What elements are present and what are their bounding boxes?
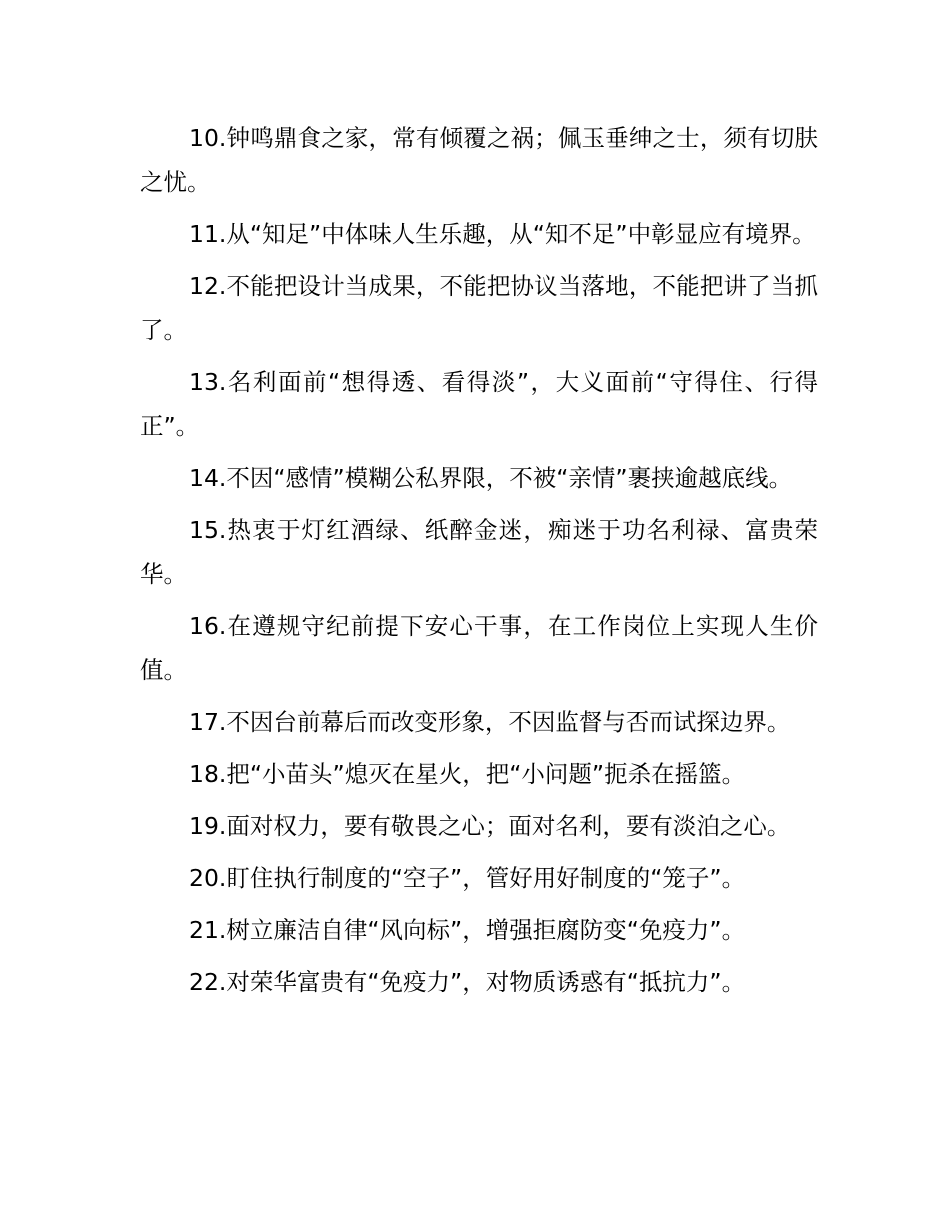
paragraph-12: 12.不能把设计当成果，不能把协议当落地，不能把讲了当抓了。 (140, 272, 818, 344)
paragraph-14: 14.不因“感情”模糊公私界限，不被“亲情”裹挟逾越底线。 (189, 464, 793, 492)
paragraph-15: 15.热衷于灯红酒绿、纸醉金迷，痴迷于功名利禄、富贵荣华。 (140, 516, 818, 588)
document-body (140, 116, 818, 1012)
paragraph-16: 16.在遵规守纪前提下安心干事，在工作岗位上实现人生价值。 (140, 612, 818, 684)
paragraph-22: 22.对荣华富贵有“免疫力”，对物质诱惑有“抵抗力”。 (189, 968, 746, 996)
paragraph-20: 20.盯住执行制度的“空子”，管好用好制度的“笼子”。 (189, 864, 746, 892)
paragraph-11: 11.从“知足”中体味人生乐趣，从“知不足”中彰显应有境界。 (189, 220, 816, 248)
paragraph-19: 19.面对权力，要有敬畏之心；面对名利，要有淡泊之心。 (189, 812, 791, 840)
paragraph-17: 17.不因台前幕后而改变形象，不因监督与否而试探边界。 (189, 708, 791, 736)
paragraph-10: 10.钟鸣鼎食之家，常有倾覆之祸；佩玉垂绅之士，须有切肤之忧。 (140, 124, 818, 196)
paragraph-13: 13.名利面前“想得透、看得淡”，大义面前“守得住、行得正”。 (140, 368, 818, 440)
paragraph-18: 18.把“小苗头”熄灭在星火，把“小问题”扼杀在摇篮。 (189, 760, 746, 788)
paragraph-21: 21.树立廉洁自律“风向标”，增强拒腐防变“免疫力”。 (189, 916, 746, 944)
